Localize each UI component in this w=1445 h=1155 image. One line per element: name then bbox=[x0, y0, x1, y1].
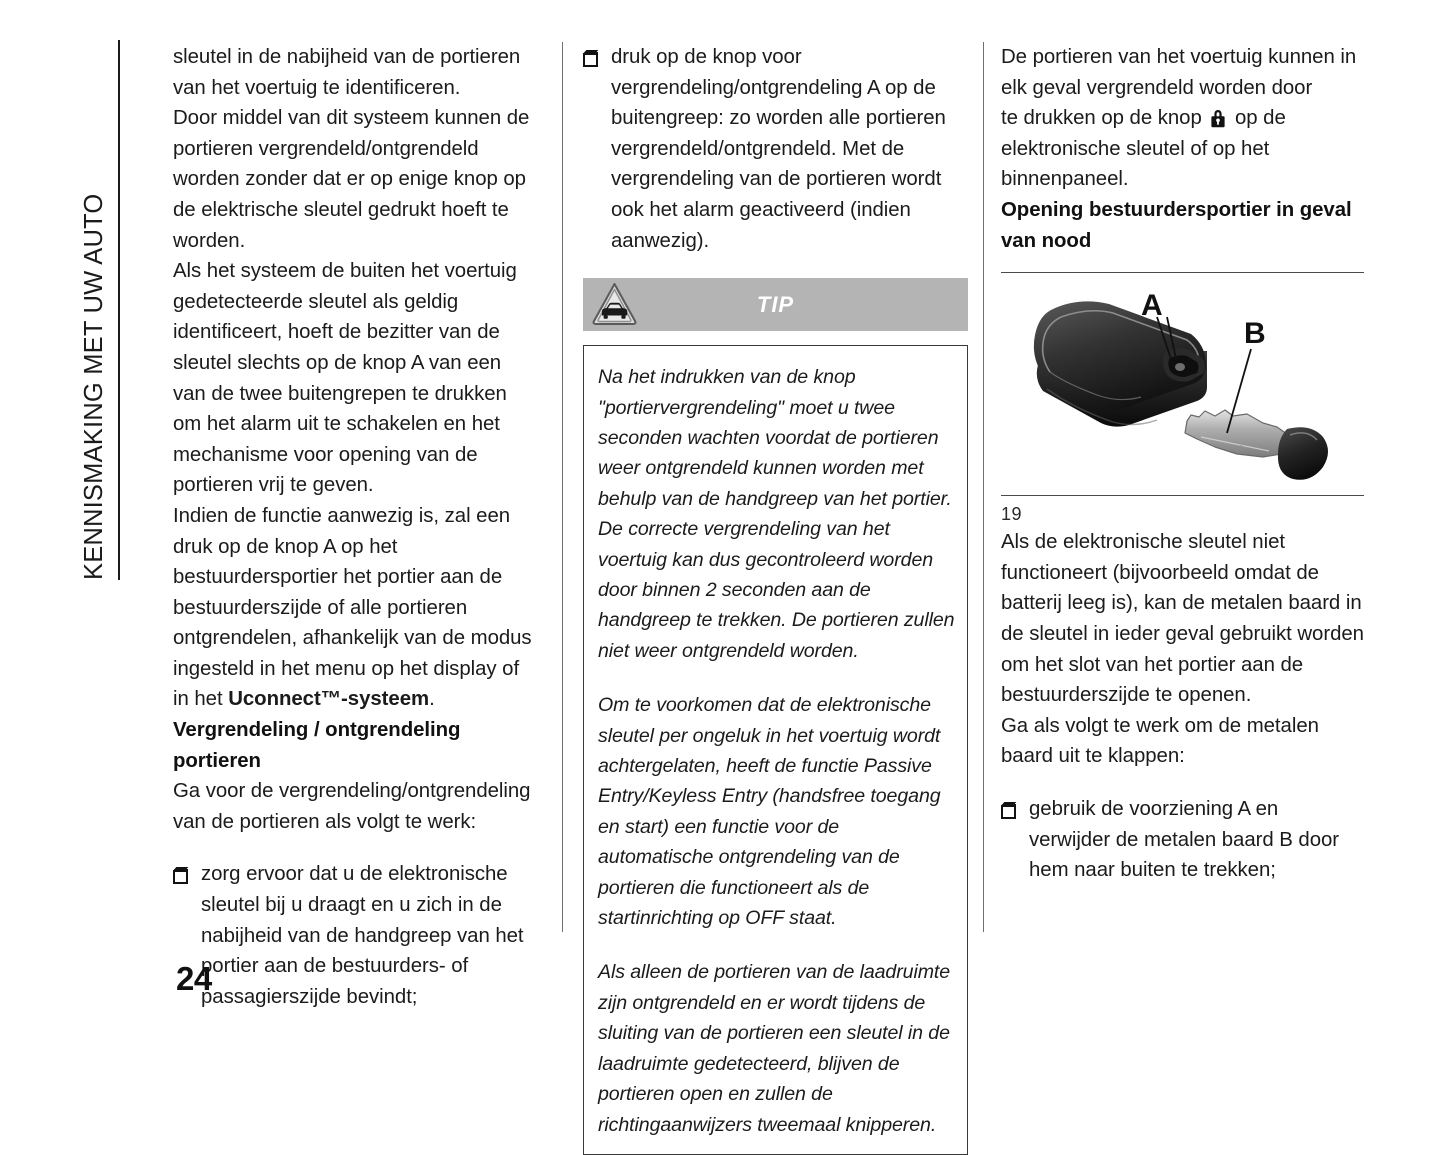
tip-paragraph: Als alleen de portieren van de laadruimte zijn ontgrendeld en er wordt tijdens de sluiting van de portieren een sleutel in de laadruimte gedetecteerd, blijven de portieren open en zullen de richtingaanwijzers tweemaal knipperen. bbox=[598, 961, 951, 1136]
uconnect-suffix: . bbox=[429, 688, 435, 711]
chapter-tab-rule bbox=[118, 40, 120, 580]
list-item bbox=[583, 42, 968, 256]
column-divider-2 bbox=[983, 42, 984, 932]
paragraph: De portieren van het voertuig kunnen in elk geval vergrendeld worden door bbox=[1001, 46, 1357, 99]
chapter-tab-label: KENNISMAKING MET UW AUTO bbox=[80, 193, 108, 580]
chapter-tab bbox=[74, 40, 120, 580]
figure-rule-bottom bbox=[1001, 495, 1364, 496]
paragraph-lead-in: Ga voor de vergrendeling/ontgrendeling van de portieren als volgt te werk: bbox=[173, 780, 531, 833]
column-2 bbox=[583, 42, 968, 1155]
uconnect-prefix: Indien de functie aanwezig is, zal een druk op de knop A op het bestuurdersportier het portier aan de bestuurderszijde of alle portieren ontgrendelen, afhankelijk van de modus ingesteld in het menu op het display of in het bbox=[173, 504, 532, 711]
figure-rule-top bbox=[1001, 272, 1364, 273]
paragraph: Door middel van dit systeem kunnen de portieren vergrendeld/ontgrendeld worden zonder dat er op enige knop op de elektrische sleutel gedrukt hoeft te worden. bbox=[173, 107, 530, 252]
paragraph-lock-button bbox=[1001, 103, 1364, 195]
bullet-list bbox=[583, 42, 968, 256]
list-item-text: zorg ervoor dat u de elektronische sleutel bij u draagt en u zich in de nabijheid van de handgreep van het portier aan de bestuurders- of passagierszijde bevindt; bbox=[201, 863, 524, 1008]
square-bullet-icon bbox=[173, 867, 188, 881]
tip-title: TIP bbox=[756, 292, 795, 318]
square-bullet-icon bbox=[583, 50, 598, 64]
padlock-icon bbox=[1210, 107, 1226, 127]
paragraph-uconnect bbox=[173, 501, 538, 715]
svg-text:B: B bbox=[1244, 317, 1266, 351]
paragraph: Als het systeem de buiten het voertuig gedetecteerde sleutel als geldig identificeert, hoeft de bezitter van de sleutel slechts op de knop A van een van de twee buitengrepen te drukken om het alarm uit te schakelen en het mechanisme voor opening van de portieren vrij te geven. bbox=[173, 260, 517, 497]
square-bullet-icon bbox=[1001, 802, 1016, 816]
tip-body bbox=[583, 345, 968, 1155]
subheading-lock-unlock-doors: Vergrendeling / ontgrendeling portieren bbox=[173, 719, 461, 772]
tip-header bbox=[583, 278, 968, 331]
list-item bbox=[1001, 794, 1364, 886]
lock-sentence-before: te drukken op de knop bbox=[1001, 107, 1208, 130]
paragraph: sleutel in de nabijheid van de portieren van het voertuig te identificeren. bbox=[173, 46, 521, 99]
column-3 bbox=[1001, 42, 1364, 886]
lock-sentence-after: op de elektronische sleutel of op het binnenpaneel. bbox=[1001, 107, 1286, 191]
paragraph: Ga als volgt te werk om de metalen baard uit te klappen: bbox=[1001, 714, 1319, 768]
tip-paragraph: Om te voorkomen dat de elektronische sleutel per ongeluk in het voertuig wordt achtergelaten, heeft de functie Passive Entry/Keyless Entry (handsfree toegang en start) een functie voor de automatische ontgrendeling van de portieren die functioneert als de startinrichting op OFF staat. bbox=[598, 694, 941, 930]
tip-paragraph: Na het indrukken van de knop "portiervergrendeling" moet u twee seconden wachten voordat de portieren weer ontgrendeld kunnen worden met behulp van de handgreep van het portier. De correcte vergrendeling van het voertuig kan dus gecontroleerd worden door binnen 2 seconden aan de handgreep te trekken. De portieren zullen niet weer ontgrendeld worden. bbox=[598, 366, 955, 662]
svg-text:A: A bbox=[1141, 289, 1163, 323]
uconnect-brand: Uconnect™-systeem bbox=[228, 688, 430, 711]
list-item-text: gebruik de voorziening A en verwijder de metalen baard B door hem naar buiten te trekken; bbox=[1029, 797, 1340, 882]
list-item bbox=[173, 859, 538, 1012]
column-divider-1 bbox=[562, 42, 563, 932]
bullet-list bbox=[173, 859, 538, 1012]
figure-caption: 19 bbox=[1001, 504, 1023, 525]
column-1 bbox=[173, 42, 538, 1012]
subheading-emergency-door-opening: Opening bestuurdersportier in geval van nood bbox=[1001, 198, 1352, 252]
page-number: 24 bbox=[176, 960, 212, 997]
bullet-list bbox=[1001, 794, 1364, 886]
list-item-text: druk op de knop voor vergrendeling/ontgrendeling A op de buitengreep: zo worden alle portieren vergrendeld/ontgrendeld. Met de vergrendeling van de portieren wordt ook het alarm geactiveerd (indien aanwezig). bbox=[611, 46, 946, 252]
figure-electronic-key bbox=[1001, 277, 1364, 495]
paragraph: Als de elektronische sleutel niet functioneert (bijvoorbeeld omdat de batterij leeg is), kan de metalen baard in de sleutel in ieder geval gebruikt worden om het slot van het portier aan de bestuurderszijde te openen. bbox=[1001, 531, 1364, 707]
